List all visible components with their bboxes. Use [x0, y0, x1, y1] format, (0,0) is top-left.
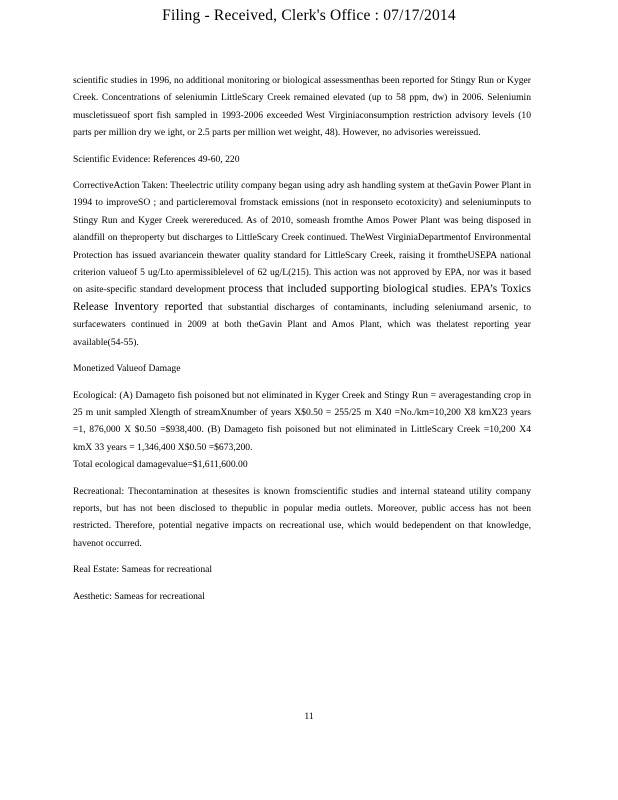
scientific-evidence-line: Scientific Evidence: References 49-60, 220	[73, 153, 240, 165]
ecological-damage-paragraph: Ecological: (A) Damageto fish poisoned but not eliminated in Kyger Creek and Stingy Run = averagestanding crop in 25 m unit sampled Xlength of streamXnumber of years X$0.50 = 255/25 m X40 =No./km=10,200 X8 kmX23 years =1, 876,000 X $0.50 =$938,400. (B) Damageto fish poisoned but not eliminated in LittleScary Creek =10,200 X4 kmX 33 years = 1,346,400 X$0.50 =$673,200.	[73, 389, 531, 453]
intro-paragraph: scientific studies in 1996, no additional monitoring or biological assessmenthas been reported for Stingy Run or Kyger Creek. Concentrations of seleniumin LittleScary Creek remained elevated (up to 58 ppm, dw) in 2006. Seleniumin muscletissueof sport fish sampled in 1993-2006 exceeded West Virginiaconsumption restriction advisory levels (10 parts per million dry we ight, or 2.5 parts per million wet weight, 48). However, no advisories wereissued.	[73, 75, 531, 139]
corrective-action-emphasis-line: process that included supporting biological studies. EPA’s Toxics Release Inventory reported	[73, 283, 531, 313]
total-ecological-damage: Total ecological damagevalue=$1,611,600.00	[73, 459, 248, 471]
corrective-action-text: CorrectiveAction Taken: Theelectric utility company began using adry ash handling system at theGavin Power Plant in 1994 to improveSO ; and particleremoval fromstack emissions (not in responseto ecotoxicity) and seleniuminputs to Stingy Run and Kyger Creek werereduced. As of 2010, someash fromthe Amos Power Plant was being disposed in alandfill on theproperty but discharges to LittleScary Creek continued. TheWest VirginiaDepartmentof Environmental Protection has issued avariancein thewater quality standard for LittleScary Creek, raising it fromtheUSEPA national criterion valueof 5 ug/Lto apermissiblelevel of 62 ug/L(215). This action was not approved by EPA, nor was it based on asite-specific standard development	[73, 180, 531, 296]
document-body	[73, 72, 531, 614]
monetized-value-heading: Monetized Valueof Damage	[73, 363, 181, 375]
page-number: 11	[304, 711, 314, 722]
recreational-paragraph: Recreational: Thecontamination at thesesites is known fromscientific studies and internal stateand utility company reports, but has not been disclosed to thepublic in popular media outlets. Moreover, public access has not been restricted. Therefore, potential negative impacts on recreational use, which would bedependent on that knowledge, havenot occurred.	[73, 485, 531, 549]
aesthetic-line: Aesthetic: Sameas for recreational	[73, 590, 205, 602]
corrective-action-paragraph	[73, 177, 531, 351]
real-estate-line: Real Estate: Sameas for recreational	[73, 564, 213, 576]
filing-stamp-header: Filing - Received, Clerk's Office : 07/17/2014	[162, 7, 456, 24]
corrective-action-continuation: that substantial discharges of contaminants, including seleniumand arsenic, to surfacewaters continued in 2009 at both theGavin Plant and Amos Plant, which was thelatest reporting year available(54-55).	[73, 301, 531, 348]
